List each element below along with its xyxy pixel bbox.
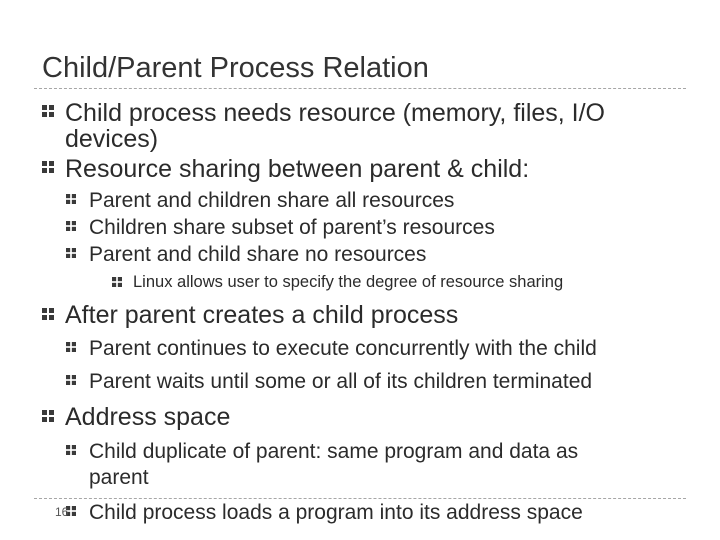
title-divider [34, 88, 686, 89]
bullet-text: Child process needs resource (memory, files, I/O [65, 99, 606, 127]
sub-bullet-text: Parent continues to execute concurrently with the child [89, 337, 597, 360]
box-bullet-icon [66, 248, 76, 258]
box-bullet-icon [66, 194, 76, 204]
sub-bullet-text: Child process loads a program into its address space [89, 501, 583, 524]
sub-bullet-text: Children share subset of parent’s resources [89, 216, 495, 239]
sub-bullet-text: Parent and child share no resources [89, 243, 427, 266]
sub-bullet-text: Child duplicate of parent: same program and data as [89, 440, 579, 463]
bullet-text: Resource sharing between parent & child: [65, 155, 530, 183]
box-bullet-icon [42, 105, 54, 117]
box-bullet-icon [66, 221, 76, 231]
sub-sub-bullet-text: Linux allows user to specify the degree of resource sharing [133, 273, 564, 291]
bullet-text: After parent creates a child process [65, 301, 459, 329]
sub-bullet-text: Parent and children share all resources [89, 189, 455, 212]
box-bullet-icon [112, 277, 122, 287]
bullet-text: Address space [65, 403, 231, 431]
box-bullet-icon [42, 161, 54, 173]
box-bullet-icon [66, 445, 76, 455]
box-bullet-icon [66, 342, 76, 352]
sub-bullet-text: Parent waits until some or all of its children terminated [89, 370, 593, 393]
bullet-text-continuation: devices) [65, 125, 159, 153]
page-number: 16 [55, 505, 69, 519]
box-bullet-icon [66, 375, 76, 385]
footer-divider [34, 498, 686, 499]
slide-title: Child/Parent Process Relation [42, 52, 429, 84]
box-bullet-icon [42, 308, 54, 320]
box-bullet-icon [42, 410, 54, 422]
sub-bullet-text-continuation: parent [89, 466, 149, 489]
